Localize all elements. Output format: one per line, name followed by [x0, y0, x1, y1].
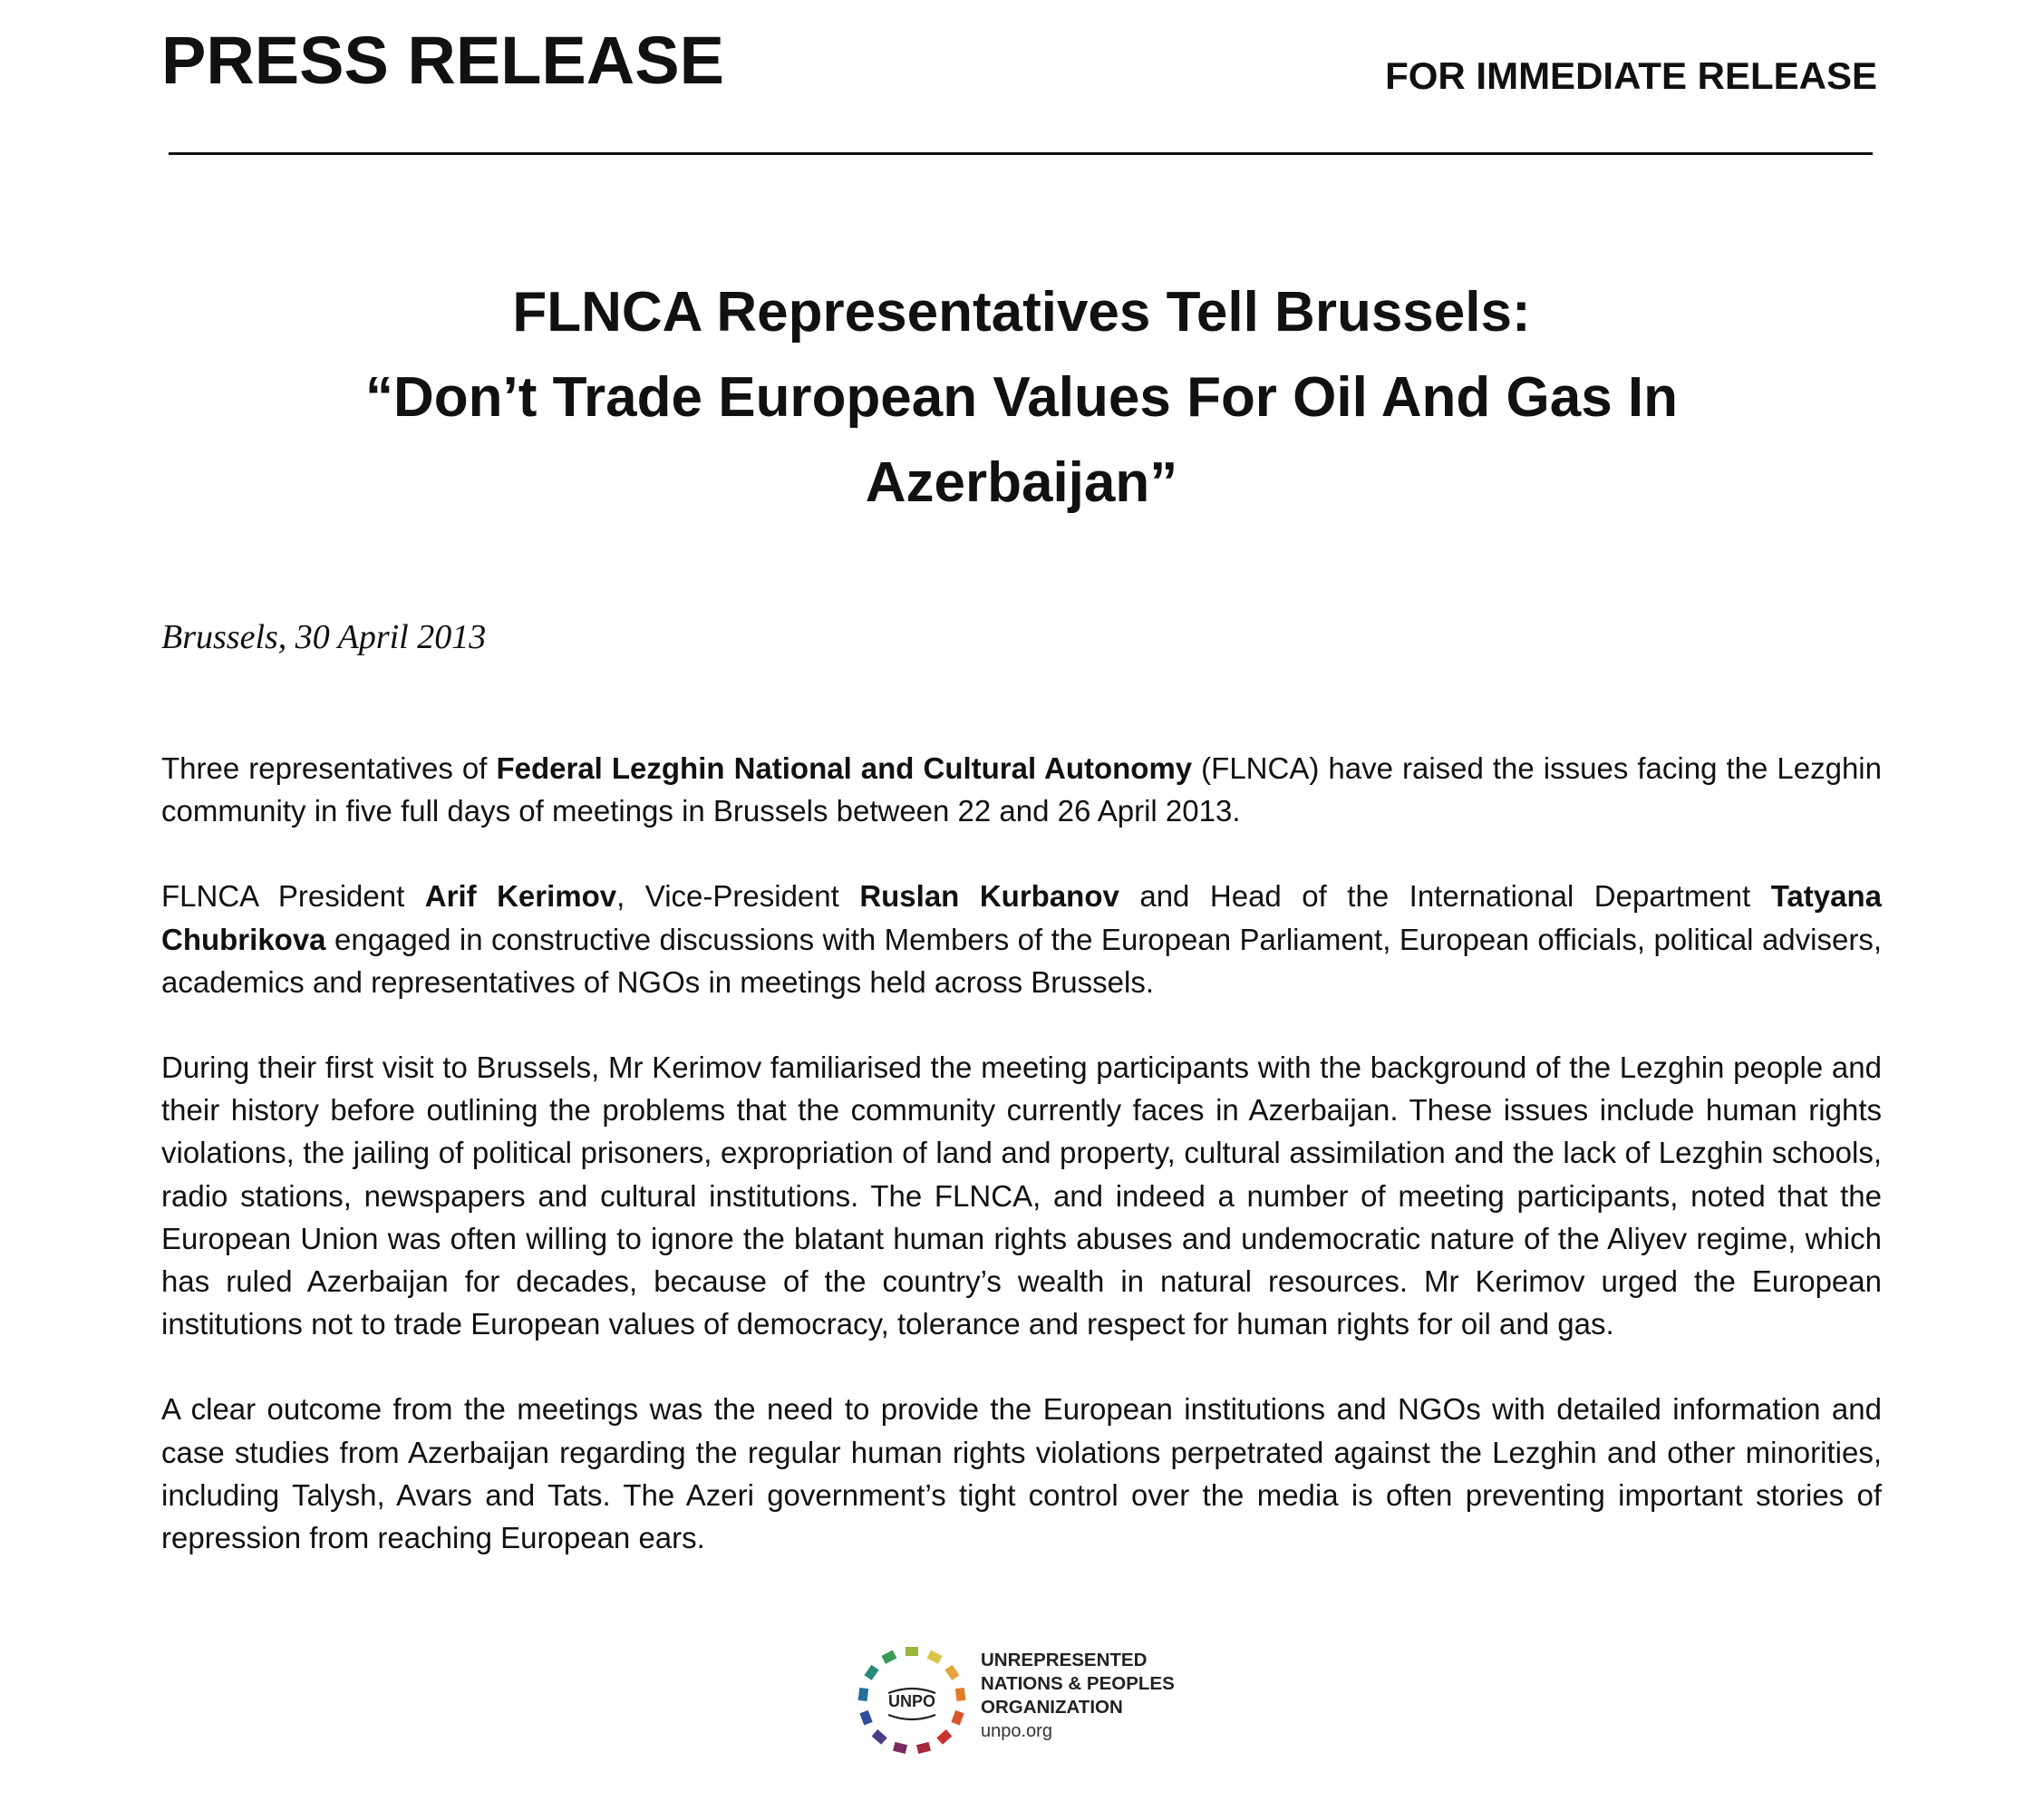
- paragraph-1: [161, 747, 1882, 832]
- dateline: Brussels, 30 April 2013: [161, 618, 487, 656]
- unpo-logo: [848, 1637, 1220, 1764]
- header-divider: [169, 152, 1873, 155]
- unpo-ring-icon: [848, 1637, 975, 1764]
- ring-segment: [927, 1651, 943, 1664]
- immediate-release-label: FOR IMMEDIATE RELEASE: [1385, 54, 1877, 97]
- unpo-wordmark: [981, 1649, 1175, 1719]
- article-body: [161, 747, 1882, 1602]
- paragraph-2-text: engaged in constructive discussions with Members of the European Parliament, European officials, political advisers, academics and representatives of NGOs in meetings held across Brussels.: [161, 922, 1882, 999]
- ring-segment: [906, 1647, 918, 1656]
- ring-segment: [859, 1710, 872, 1726]
- person-name: Ruslan Kurbanov: [859, 879, 1119, 914]
- ring-segment: [955, 1688, 966, 1701]
- unpo-line-1: UNREPRESENTED: [981, 1650, 1148, 1670]
- press-release-heading: PRESS RELEASE: [161, 23, 724, 98]
- person-name: Tatyana Chubrikova: [161, 879, 1882, 956]
- paragraph-4: A clear outcome from the meetings was the need to provide the European institutions and NGOs with detailed information and case studies from Azerbaijan regarding the regular human rights violations perpetrated against the Lezghin and other minorities, including Talysh, Avars and Tats. The Azeri government’s tight control over the media is often preventing important stories of repression from reaching European ears.: [161, 1392, 1882, 1555]
- paragraph-1-text: Three representatives of: [161, 751, 497, 785]
- ring-segment: [944, 1665, 959, 1680]
- ring-segment: [916, 1742, 931, 1754]
- ring-segment: [893, 1742, 907, 1754]
- paragraph-2-text: and Head of the International Department: [1119, 879, 1771, 914]
- unpo-mark-text: UNPO: [887, 1692, 936, 1710]
- unpo-url: unpo.org: [981, 1721, 1052, 1741]
- paragraph-2: [161, 875, 1882, 1003]
- paragraph-2-text: , Vice-President: [616, 879, 860, 914]
- ring-segment: [881, 1651, 896, 1664]
- paragraph-3: During their first visit to Brussels, Mr Kerimov familiarised the meeting participants with the background of the Lezghin people and their history before outlining the problems that the community currently faces in Azerbaijan. These issues include human rights violations, the jailing of political prisoners, expropriation of land and property, cultural assimilation and the lack of Lezghin schools, radio stations, newspapers and cultural institutions. The FLNCA, and indeed a number of meeting participants, noted that the European Union was often willing to ignore the blatant human rights abuses and undemocratic nature of the Aliyev regime, which has ruled Azerbaijan for decades, because of the country’s wealth in natural resources. Mr Kerimov urged the European institutions not to trade European values of democracy, tolerance and respect for human rights for oil and gas.: [161, 1050, 1882, 1341]
- unpo-line-2: NATIONS & PEOPLES: [981, 1673, 1175, 1694]
- ring-segment: [858, 1688, 869, 1701]
- paragraph-2-text: FLNCA President: [161, 879, 425, 914]
- paragraph-1-text: (FLNCA) have raised the issues facing the Lezghin community in five full days of meetings in Brussels between 22 and 26 April 2013.: [161, 751, 1882, 828]
- headline-line-2: “Don’t Trade European Values For Oil And Gas In: [364, 366, 1679, 429]
- headline: [161, 270, 1882, 526]
- headline-line-1: FLNCA Representatives Tell Brussels:: [512, 281, 1531, 344]
- ring-segment: [872, 1729, 887, 1745]
- unpo-line-3: ORGANIZATION: [981, 1697, 1123, 1718]
- ring-segment: [864, 1665, 878, 1680]
- ring-segment: [936, 1729, 952, 1745]
- person-name: Arif Kerimov: [424, 879, 617, 914]
- headline-line-3: Azerbaijan”: [865, 451, 1178, 514]
- organization-name: Federal Lezghin National and Cultural Autonomy: [496, 751, 1193, 785]
- ring-segment: [951, 1710, 964, 1726]
